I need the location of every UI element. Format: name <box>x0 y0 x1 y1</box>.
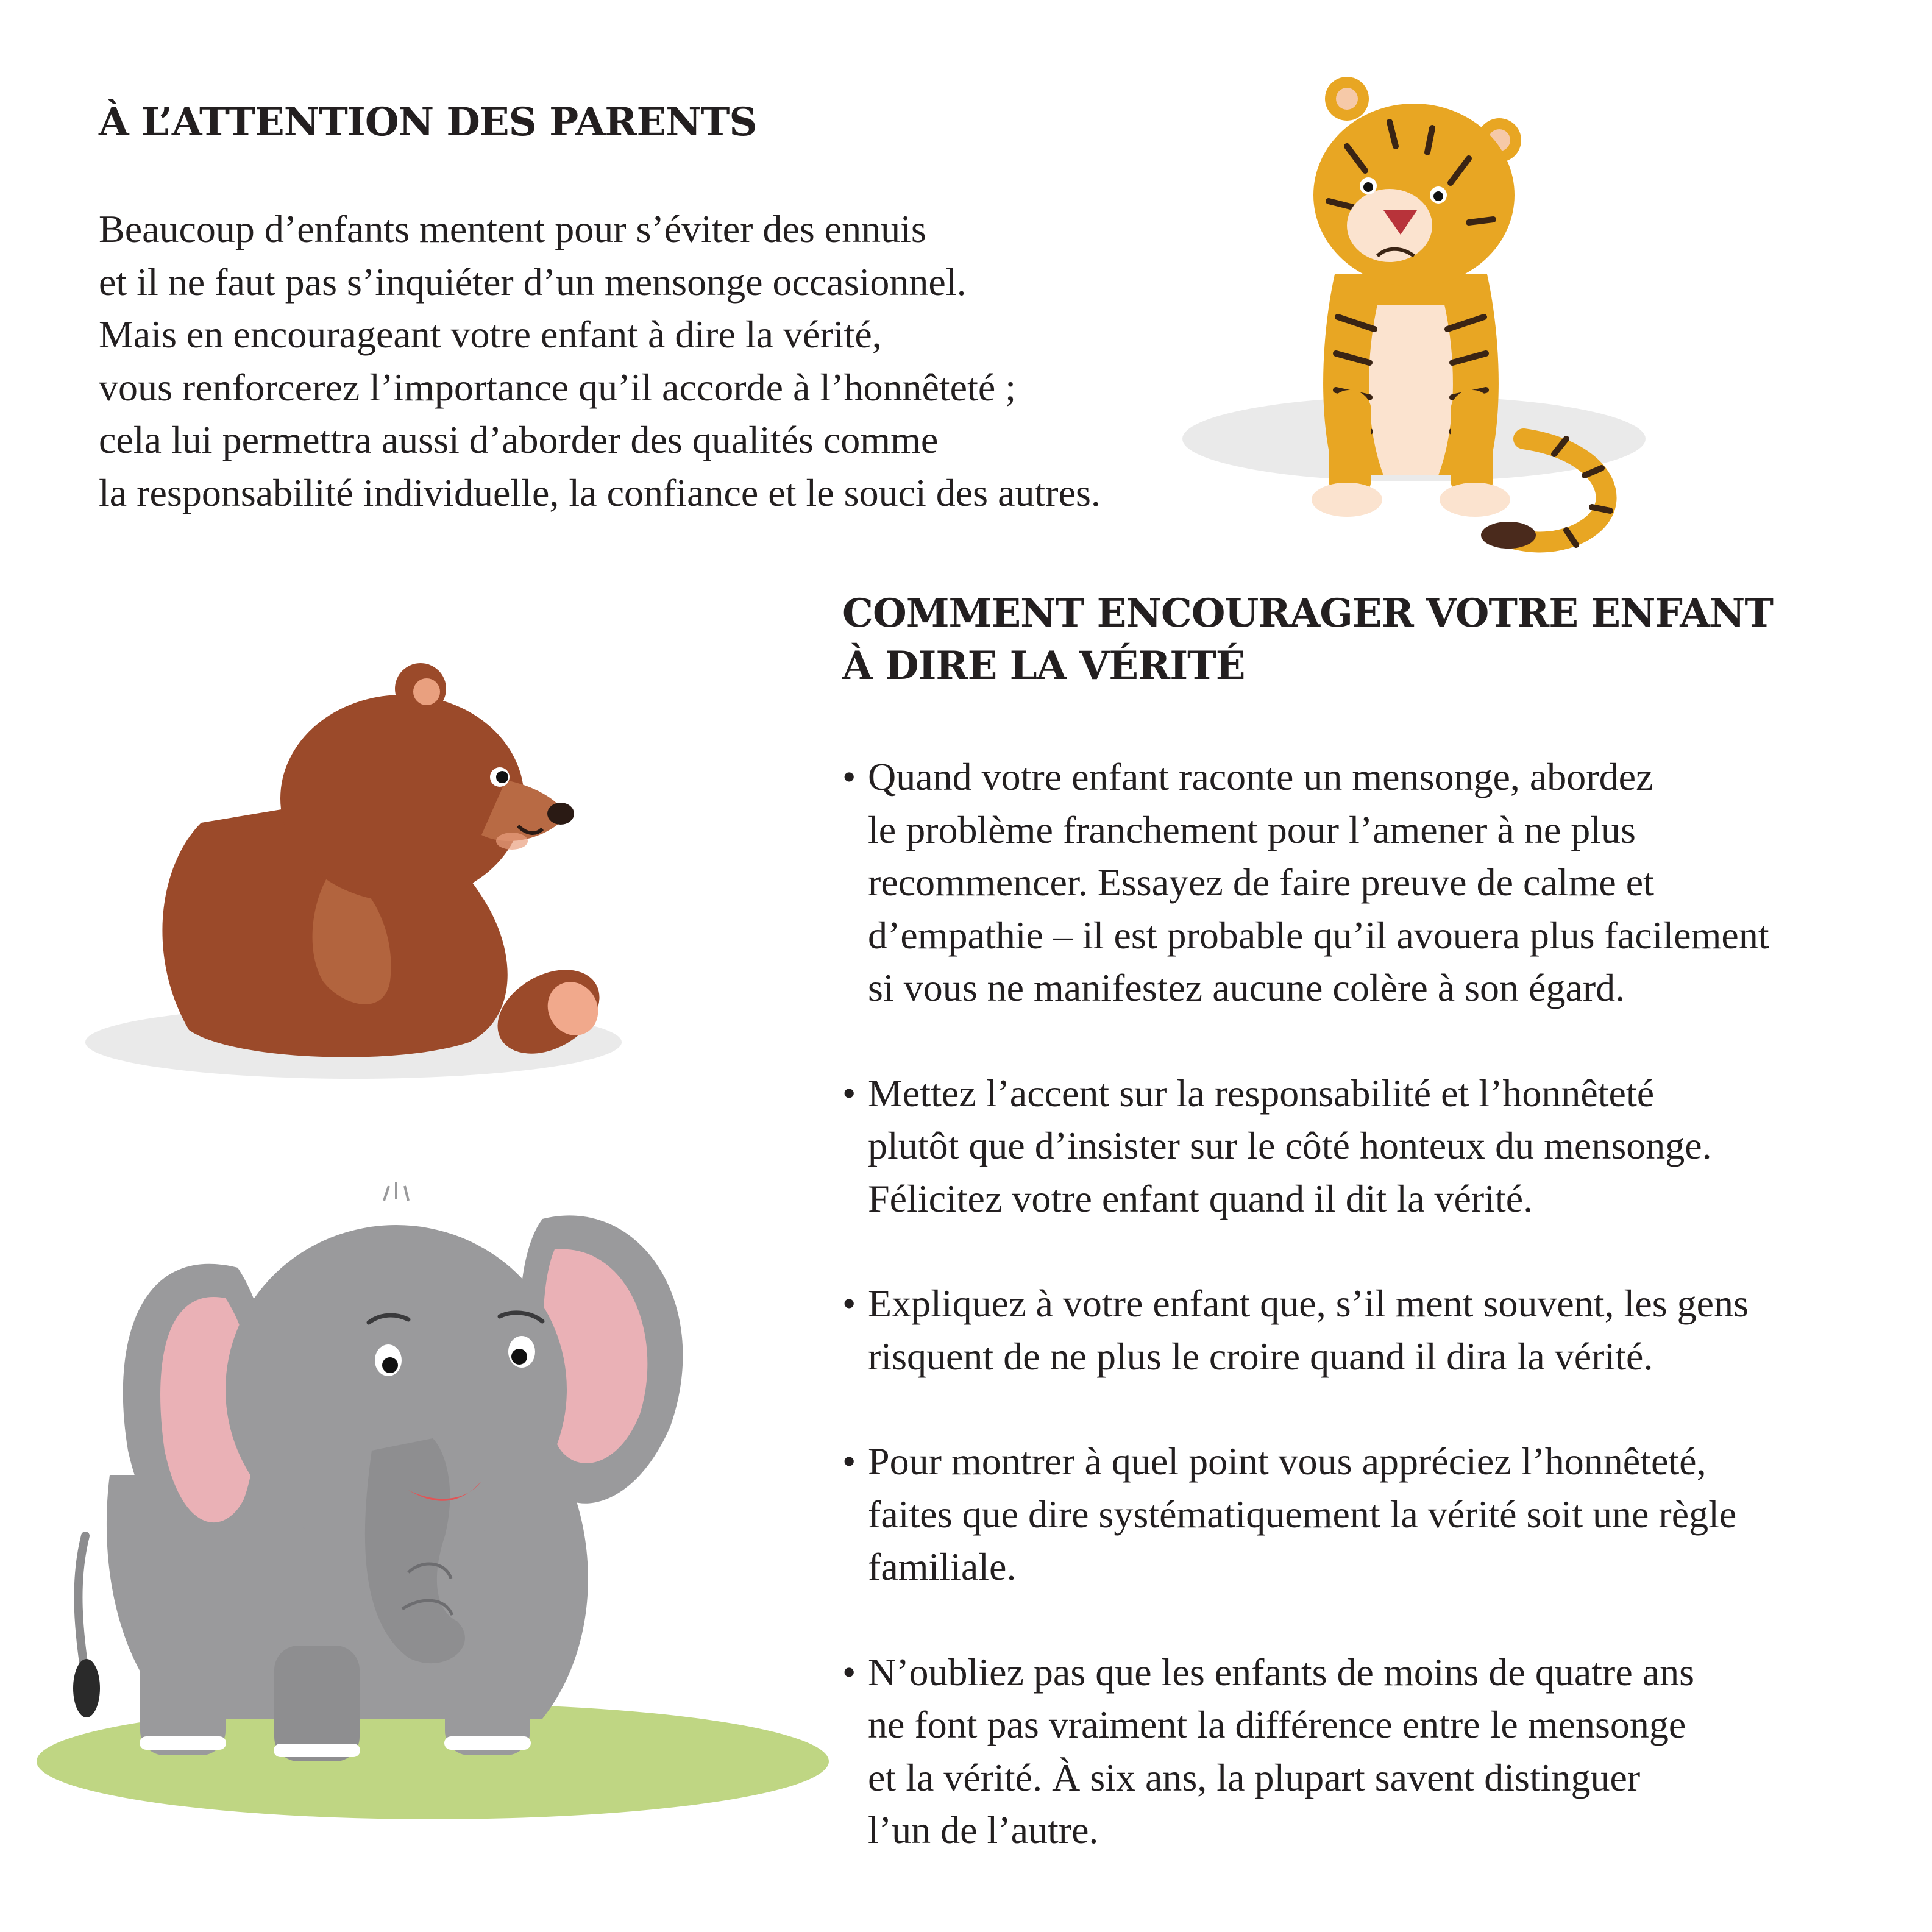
bear-illustration <box>79 664 628 1103</box>
tips-list <box>842 751 1915 1909</box>
tip-line: faites que dire systématiquement la vérité soit une règle <box>868 1492 1737 1536</box>
tip-line: recommencer. Essayez de faire preuve de calme et <box>868 861 1654 904</box>
tip-line: risquent de ne plus le croire quand il dira la vérité. <box>868 1334 1653 1378</box>
tip-line: ne font pas vraiment la différence entre le mensonge <box>868 1703 1686 1746</box>
intro-line: cela lui permettra aussi d’aborder des qualités comme <box>99 418 939 461</box>
tips-heading-line: COMMENT ENCOURAGER VOTRE ENFANT <box>842 591 1773 636</box>
tip-line: et la vérité. À six ans, la plupart savent distinguer <box>868 1755 1641 1799</box>
tip-line: le problème franchement pour l’amener à ne plus <box>868 808 1636 851</box>
tips-heading-line: À DIRE LA VÉRITÉ <box>842 643 1245 689</box>
tip-line: l’un de l’autre. <box>868 1808 1099 1852</box>
tip-line: Mettez l’accent sur la responsabilité et l’honnêteté <box>868 1071 1655 1115</box>
elephant-illustration <box>18 1195 847 1828</box>
bullet: • <box>842 1650 856 1694</box>
tip-item <box>842 1435 1915 1594</box>
tip-line: Pour montrer à quel point vous appréciez l’honnêteté, <box>868 1440 1706 1483</box>
tip-line: d’empathie – il est probable qu’il avouera plus facilement <box>868 913 1769 957</box>
intro-line: Beaucoup d’enfants mentent pour s’éviter des ennuis <box>99 207 926 250</box>
tip-item <box>842 751 1915 1015</box>
intro-line: la responsabilité individuelle, la confiance et le souci des autres. <box>99 471 1101 514</box>
tip-item <box>842 1277 1915 1383</box>
intro-heading: À L’ATTENTION DES PARENTS <box>99 99 757 145</box>
tip-item <box>842 1067 1915 1226</box>
tip-line: Félicitez votre enfant quand il dit la vérité. <box>868 1176 1533 1220</box>
intro-line: Mais en encourageant votre enfant à dire la vérité, <box>99 313 882 356</box>
bullet: • <box>842 755 856 798</box>
tip-line: Expliquez à votre enfant que, s’il ment souvent, les gens <box>868 1282 1749 1325</box>
intro-line: et il ne faut pas s’inquiéter d’un mensonge occasionnel. <box>99 260 967 304</box>
tip-line: N’oubliez pas que les enfants de moins de quatre ans <box>868 1650 1695 1694</box>
bullet: • <box>842 1282 856 1325</box>
tip-line: si vous ne manifestez aucune colère à son égard. <box>868 966 1625 1009</box>
bullet: • <box>842 1440 856 1483</box>
tips-heading <box>842 588 1878 692</box>
intro-line: vous renforcerez l’importance qu’il accorde à l’honnêteté ; <box>99 365 1017 409</box>
tip-line: Quand votre enfant raconte un mensonge, abordez <box>868 755 1653 798</box>
tip-item <box>842 1646 1915 1857</box>
tip-line: plutôt que d’insister sur le côté honteux du mensonge. <box>868 1124 1712 1167</box>
tip-line: familiale. <box>868 1545 1017 1588</box>
intro-paragraph <box>99 203 1318 519</box>
tiger-illustration <box>1182 73 1694 561</box>
bullet: • <box>842 1071 856 1115</box>
